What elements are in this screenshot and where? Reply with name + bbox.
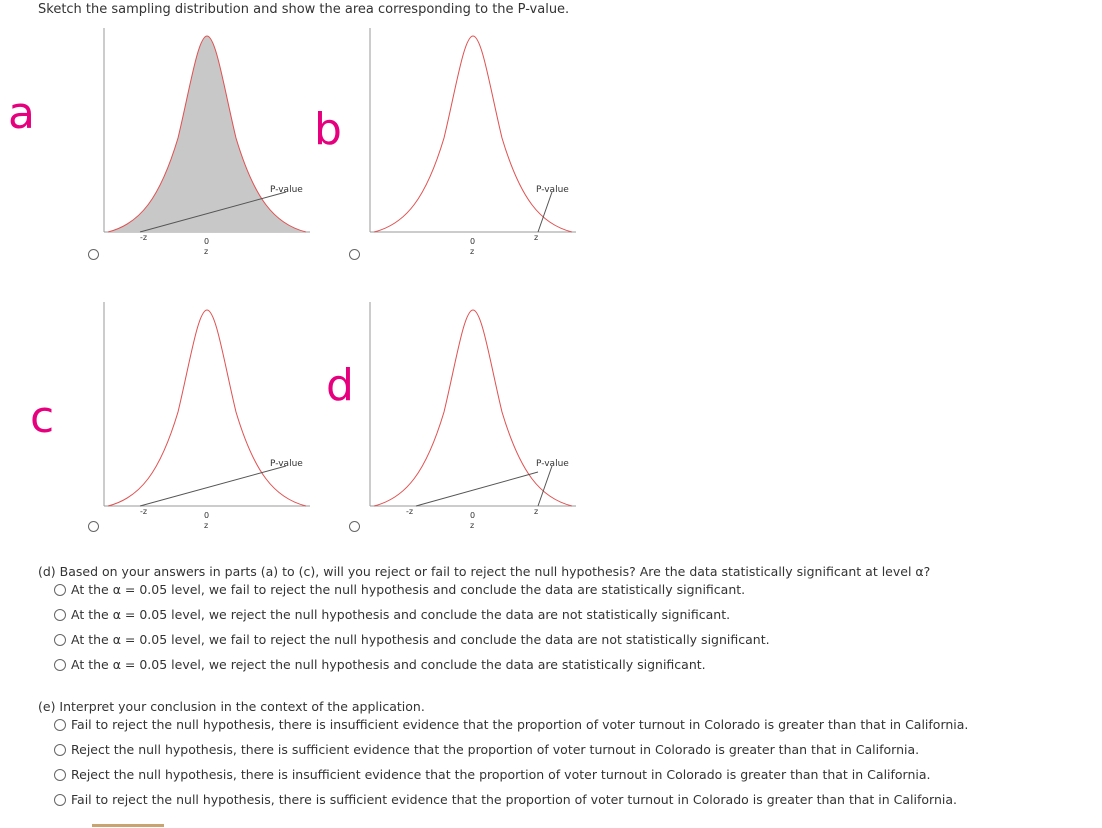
option-label: At the α = 0.05 level, we reject the null hypothesis and conclude the data are statistically significant. <box>71 657 706 672</box>
graph-a-radio[interactable] <box>88 249 99 260</box>
tick-z-b: z <box>534 233 539 242</box>
distribution-curve-b <box>374 36 572 232</box>
part-letter-a: a <box>8 88 35 139</box>
tick-z-a: z <box>204 247 209 256</box>
part-e-option-2[interactable] <box>54 742 919 757</box>
part-d-question: (d) Based on your answers in parts (a) to (c), will you reject or fail to reject the null hypothesis? Are the data statistically significant at level α? <box>38 564 931 579</box>
tick-z-under-b: z <box>470 247 475 256</box>
graph-d <box>366 302 586 534</box>
shaded-area-a <box>108 36 306 232</box>
tick-z-d: z <box>534 507 539 516</box>
option-label: At the α = 0.05 level, we fail to reject the null hypothesis and conclude the data are not statistically significant. <box>71 632 770 647</box>
graph-b <box>366 28 586 260</box>
option-label: At the α = 0.05 level, we reject the null hypothesis and conclude the data are not statistically significant. <box>71 607 731 622</box>
instruction-text: Sketch the sampling distribution and show the area corresponding to the P-value. <box>38 2 570 17</box>
option-label: Fail to reject the null hypothesis, there is sufficient evidence that the proportion of voter turnout in Colorado is greater than that in California. <box>71 792 957 807</box>
option-label: At the α = 0.05 level, we fail to reject the null hypothesis and conclude the data are statistically significant. <box>71 582 746 597</box>
tick-z-c: z <box>204 521 209 530</box>
part-d-option-1[interactable] <box>54 582 745 597</box>
option-label: Reject the null hypothesis, there is sufficient evidence that the proportion of voter turnout in Colorado is greater than that in California. <box>71 742 920 757</box>
radio-icon[interactable] <box>54 769 66 781</box>
radio-icon[interactable] <box>54 584 66 596</box>
graph-a <box>100 28 320 260</box>
part-d-option-3[interactable] <box>54 632 770 647</box>
radio-icon[interactable] <box>54 634 66 646</box>
tick-neg-z-c: -z <box>140 507 148 516</box>
distribution-curve-d <box>374 310 572 506</box>
part-e-question: (e) Interpret your conclusion in the context of the application. <box>38 699 425 714</box>
tick-zero-d: 0 <box>470 511 476 520</box>
part-e-option-1[interactable] <box>54 717 968 732</box>
tick-zero-b: 0 <box>470 237 476 246</box>
pvalue-label-b: P-value <box>536 185 569 195</box>
tick-neg-z-a: -z <box>140 233 148 242</box>
radio-icon[interactable] <box>54 659 66 671</box>
pvalue-label-c: P-value <box>270 459 303 469</box>
pvalue-label-d: P-value <box>536 459 569 469</box>
part-letter-c: c <box>30 392 55 443</box>
part-letter-d: d <box>326 360 354 411</box>
tick-zero-c: 0 <box>204 511 210 520</box>
tick-neg-z-d: -z <box>406 507 414 516</box>
radio-icon[interactable] <box>54 719 66 731</box>
graph-b-radio[interactable] <box>349 249 360 260</box>
part-letter-b: b <box>314 104 342 155</box>
tick-z-under-d: z <box>470 521 475 530</box>
graph-d-radio[interactable] <box>349 521 360 532</box>
option-label: Reject the null hypothesis, there is insufficient evidence that the proportion of voter turnout in Colorado is greater than that in California. <box>71 767 931 782</box>
part-e-option-3[interactable] <box>54 767 931 782</box>
part-e-option-4[interactable] <box>54 792 957 807</box>
radio-icon[interactable] <box>54 794 66 806</box>
part-d-option-2[interactable] <box>54 607 730 622</box>
pvalue-label-a: P-value <box>270 185 303 195</box>
radio-icon[interactable] <box>54 744 66 756</box>
distribution-curve-c <box>108 310 306 506</box>
part-d-option-4[interactable] <box>54 657 706 672</box>
graph-c <box>100 302 320 534</box>
graph-c-radio[interactable] <box>88 521 99 532</box>
partial-button-edge[interactable] <box>92 824 164 827</box>
tick-zero-a: 0 <box>204 237 210 246</box>
radio-icon[interactable] <box>54 609 66 621</box>
option-label: Fail to reject the null hypothesis, there is insufficient evidence that the proportion of voter turnout in Colorado is greater than that in California. <box>71 717 969 732</box>
